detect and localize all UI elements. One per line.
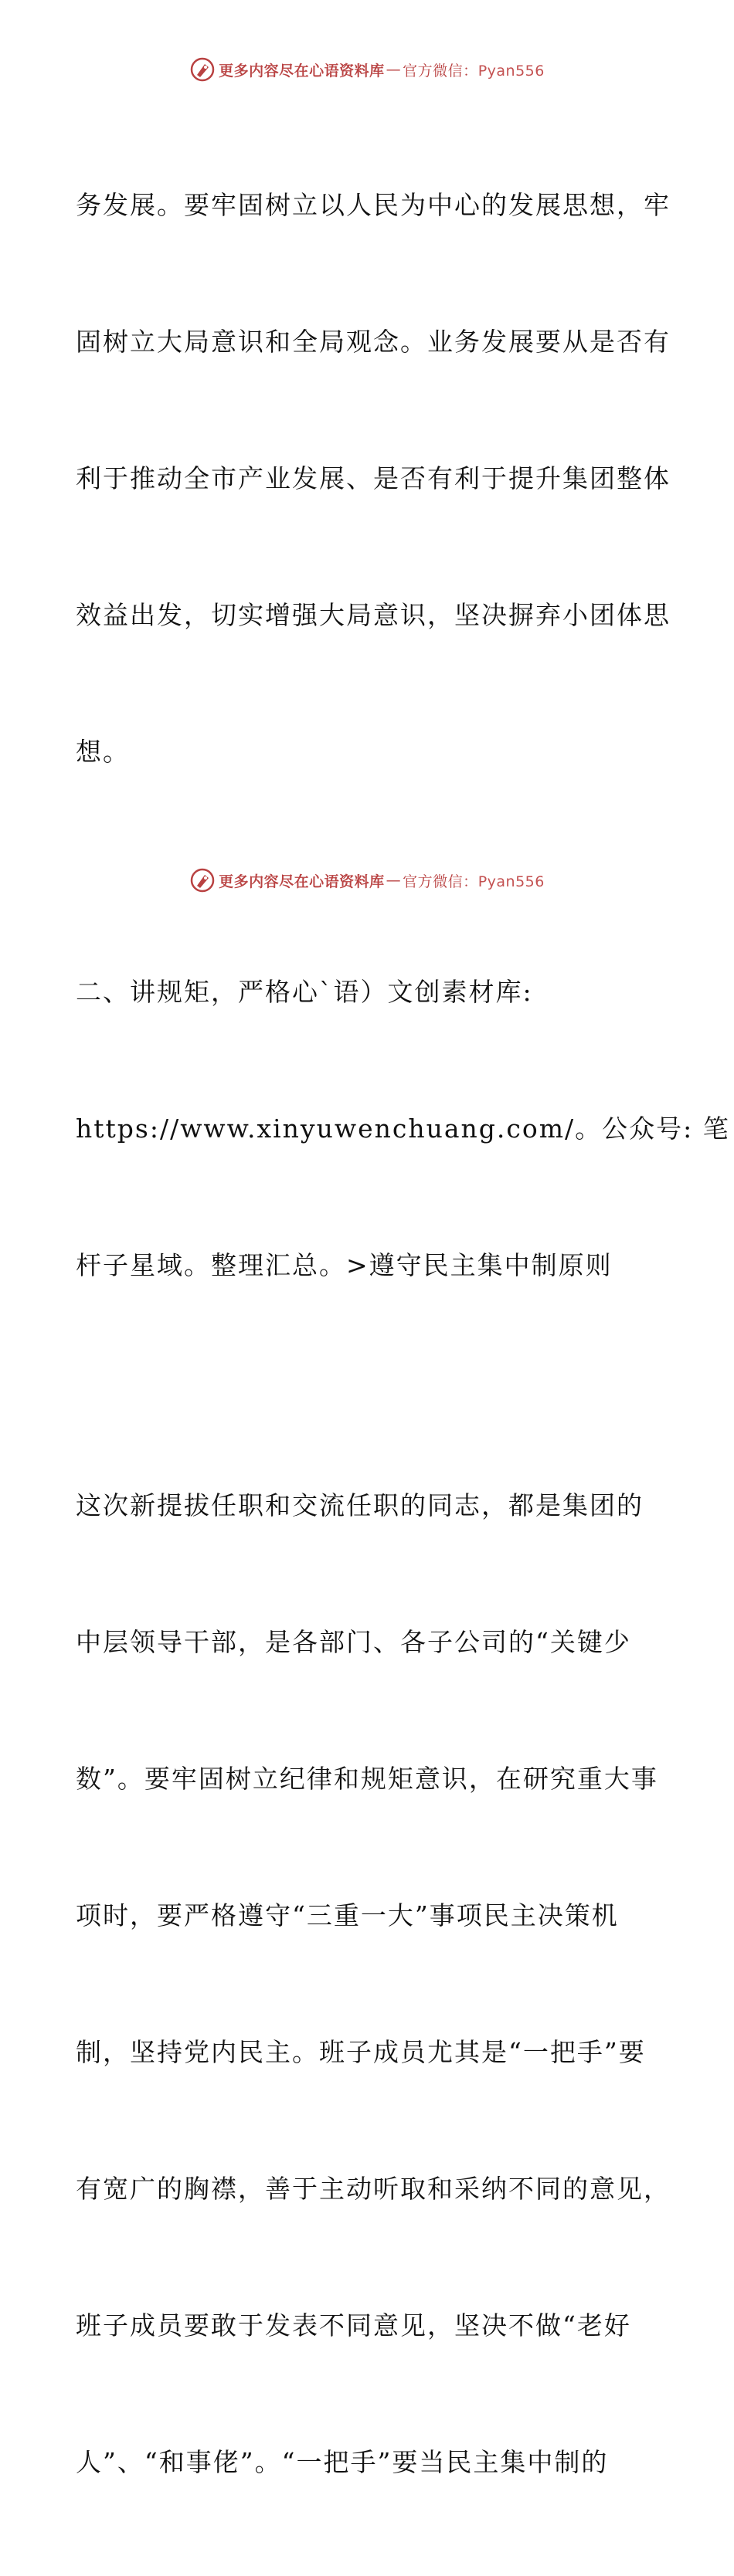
- text-line: 固树立大局意识和全局观念。业务发展要从是否有: [76, 327, 671, 357]
- text-line: 有宽广的胸襟，善于主动听取和采纳不同的意见，: [76, 2174, 671, 2204]
- text-line: 数”。要牢固树立纪律和规矩意识，在研究重大事: [76, 1764, 658, 1794]
- header-contact-label: 官方微信：: [403, 62, 478, 80]
- text-line: https://www.xinyuwenchuang.com/。公众号: 笔: [76, 1113, 730, 1144]
- document-body: [76, 91, 730, 2576]
- text-line: 人”、“和事佬”。“一把手”要当民主集中制的: [76, 2447, 609, 2477]
- footer-contact: [403, 870, 545, 891]
- text-line: 杆子星域。整理汇总。>遵守民主集中制原则: [76, 1250, 613, 1280]
- text-line: 效益出发，切实增强大局意识，坚决摒弃小团体思: [76, 600, 671, 630]
- text-line: 制，坚持党内民主。班子成员尤其是“一把手”要: [76, 2037, 646, 2067]
- pen-nib-logo-icon: [189, 867, 216, 893]
- footer-contact-id: Pyan556: [477, 873, 545, 890]
- header-watermark: [0, 56, 734, 83]
- header-contact-id: Pyan556: [477, 62, 545, 80]
- footer-dash: —: [386, 872, 402, 889]
- paragraph-2-section-heading: [76, 878, 730, 1379]
- header-brand-text: 更多内容尽在心语资料库: [219, 62, 385, 80]
- text-line: 项时，要严格遵守“三重一大”事项民主决策机: [76, 1900, 619, 1930]
- footer-watermark: [0, 866, 734, 894]
- footer-contact-label: 官方微信：: [403, 873, 478, 890]
- text-line: 班子成员要敢于发表不同意见，坚决不做“老好: [76, 2310, 631, 2340]
- text-line: 二、讲规矩，严格心`语）文创素材库:: [76, 977, 533, 1007]
- paragraph-3: [76, 1391, 671, 2576]
- text-line: 利于推动全市产业发展、是否有利于提升集团整体: [76, 463, 671, 493]
- paragraph-1: [76, 91, 671, 866]
- text-line: 这次新提拔任职和交流任职的同志，都是集团的: [76, 1490, 644, 1520]
- text-line: 中层领导干部，是各部门、各子公司的“关键少: [76, 1627, 631, 1657]
- text-line: 务发展。要牢固树立以人民为中心的发展思想，牢: [76, 190, 671, 220]
- pen-nib-logo-icon: [189, 56, 216, 83]
- footer-brand-text: 更多内容尽在心语资料库: [219, 873, 385, 890]
- header-contact: [403, 59, 545, 80]
- text-line: 想。: [76, 737, 130, 767]
- header-dash: —: [386, 61, 402, 78]
